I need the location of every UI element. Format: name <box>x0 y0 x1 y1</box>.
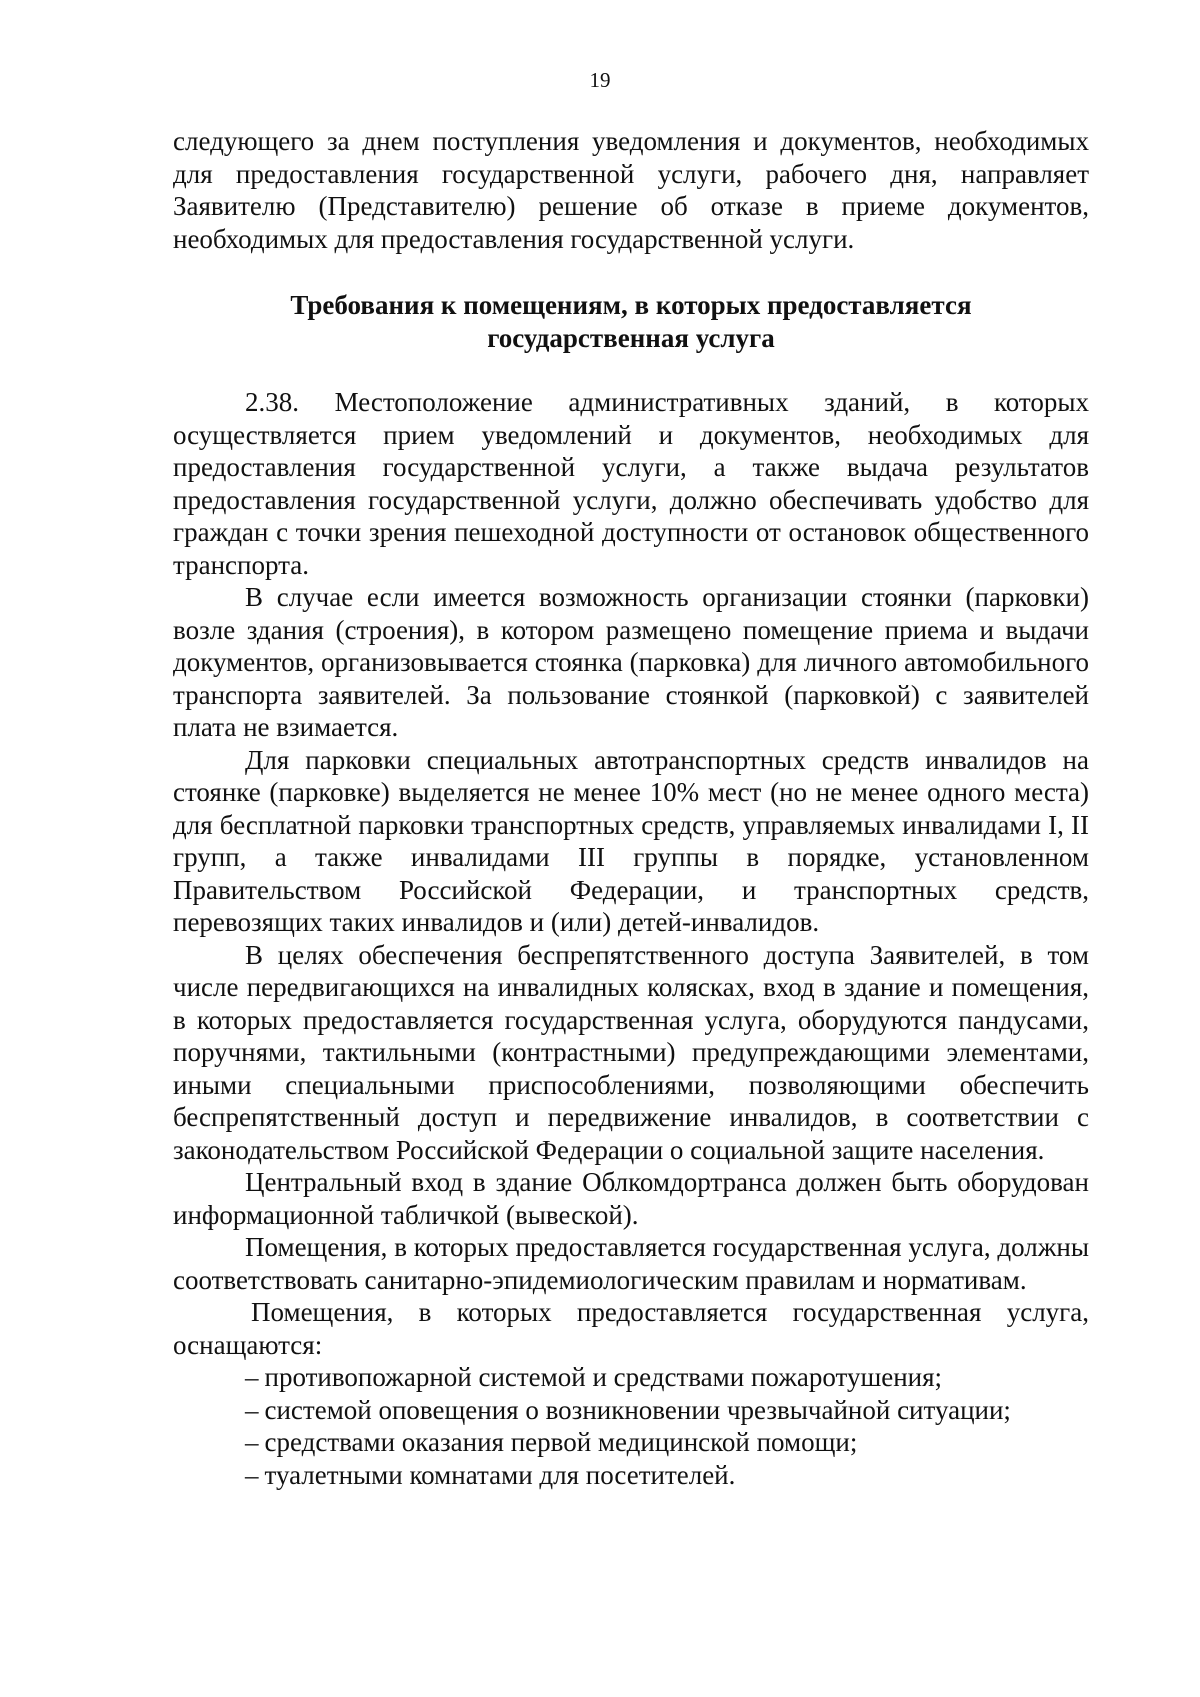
list-item-text: противопожарной системой и средствами пожаротушения; <box>264 1362 943 1392</box>
paragraph-parking: В случае если имеется возможность организации стоянки (парковки) возле здания (строения), в котором размещено помещение приема и выдачи документов, организовывается стоянка (парковка) для личного автомобильного транспорта заявителей. За пользование стоянкой (парковкой) с заявителей плата не взимается. <box>173 582 1089 742</box>
list-dash: – <box>245 1394 259 1425</box>
list-item-text: системой оповещения о возникновении чрезвычайной ситуации; <box>264 1394 1011 1425</box>
section-heading <box>173 289 1089 354</box>
list-dash: – <box>245 1362 259 1392</box>
intro-paragraph: следующего за днем поступления уведомления и документов, необходимых для предоставления государственной услуги, рабочего дня, направляет Заявителю (Представителю) решение об отказе в приеме документов, необходимых для предоставления государственной услуги. <box>173 126 1089 254</box>
equipment-list <box>173 1361 1089 1491</box>
page-number: 19 <box>589 68 611 92</box>
list-item <box>173 1394 1089 1427</box>
paragraph-disabled-parking: Для парковки специальных автотранспортных средств инвалидов на стоянке (парковке) выделяется не менее 10% мест (но не менее одного места) для бесплатной парковки транспортных средств, управляемых инвалидами I, II групп, а также инвалидами III группы в порядке, установленном Правительством Российской Федерации, и транспортных средств, перевозящих таких инвалидов и (или) детей-инвалидов. <box>173 744 1089 937</box>
paragraph-2-38: 2.38. Местоположение административных зданий, в которых осуществляется прием уведомлений и документов, необходимых для предоставления государственной услуги, а также выдача результатов предоставления государственной услуги, должно обеспечивать удобство для граждан с точки зрения пешеходной доступности от остановок общественного транспорта. <box>173 387 1089 580</box>
list-dash: – <box>245 1427 259 1457</box>
list-item <box>173 1361 1089 1394</box>
section-heading-line-1: Требования к помещениям, в которых предоставляется <box>290 290 972 320</box>
paragraph-accessibility: В целях обеспечения беспрепятственного доступа Заявителей, в том числе передвигающихся на инвалидных колясках, вход в здание и помещения, в которых предоставляется государственная услуга, оборудуются пандусами, поручнями, тактильными (контрастными) предупреждающими элементами, иными специальными приспособлениями, позволяющими обеспечить беспрепятственный доступ и передвижение инвалидов, в соответствии с законодательством Российской Федерации о социальной защите населения. <box>173 939 1089 1165</box>
document-body <box>173 125 1089 1491</box>
paragraph-central-entrance: Центральный вход в здание Облкомдортранса должен быть оборудован информационной табличкой (вывеской). <box>173 1167 1089 1230</box>
paragraph-sanitary-norms: Помещения, в которых предоставляется государственная услуга, должны соответствовать санитарно-эпидемиологическим правилам и нормативам. <box>173 1232 1089 1295</box>
section-heading-line-2: государственная услуга <box>487 322 775 353</box>
list-dash: – <box>245 1459 259 1490</box>
list-item <box>173 1459 1089 1492</box>
list-item-text: средствами оказания первой медицинской помощи; <box>264 1427 858 1457</box>
list-item-text: туалетными комнатами для посетителей. <box>264 1459 736 1490</box>
paragraph-equipment-intro: Помещения, в которых предоставляется государственная услуга, оснащаются: <box>173 1297 1089 1360</box>
list-item <box>173 1426 1089 1459</box>
